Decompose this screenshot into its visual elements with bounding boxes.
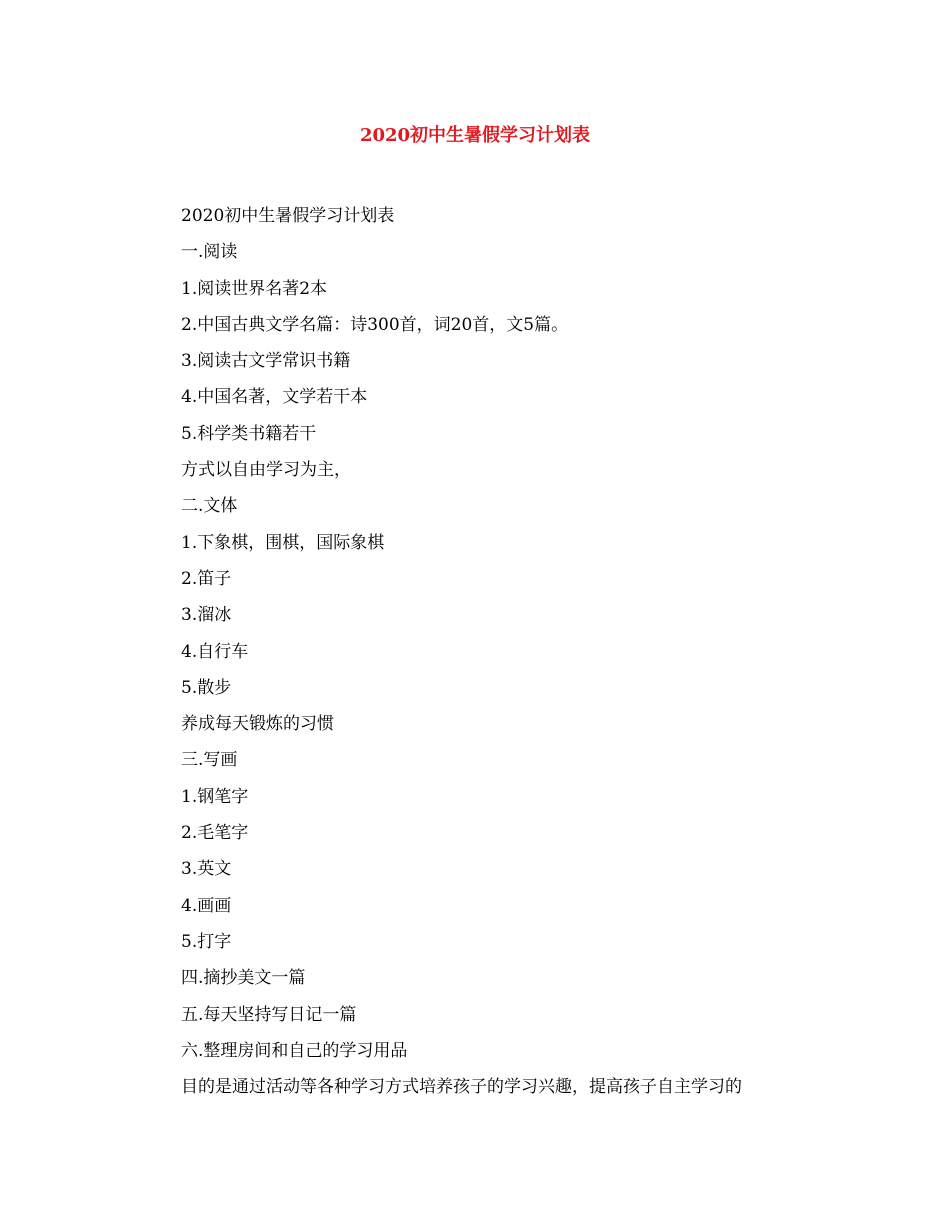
list-item: 5.科学类书籍若干 [181,423,317,444]
list-item: 2.中国古典文学名篇：诗300首，词20首，文5篇。 [181,314,569,335]
section-heading-sports: 二.文体 [181,496,238,517]
list-item: 4.中国名著，文学若干本 [181,387,368,408]
section-heading-reading: 一.阅读 [181,242,238,263]
section-heading-diary: 五.每天坚持写日记一篇 [181,1004,357,1025]
list-item: 5.散步 [181,677,232,698]
document-body [181,198,821,1105]
list-item: 1.钢笔字 [181,786,249,807]
body-line: 目的是通过活动等各种学习方式培养孩子的学习兴趣，提高孩子自主学习的 [181,1077,742,1098]
list-item: 1.阅读世界名著2本 [181,278,328,299]
section-heading-tidy: 六.整理房间和自己的学习用品 [181,1040,408,1061]
section-heading-excerpt: 四.摘抄美文一篇 [181,968,306,989]
body-line: 养成每天锻炼的习惯 [181,714,334,735]
list-item: 3.英文 [181,859,232,880]
list-item: 3.溜冰 [181,605,232,626]
list-item: 3.阅读古文学常识书籍 [181,351,351,372]
list-item: 1.下象棋，围棋，国际象棋 [181,532,385,553]
list-item: 4.自行车 [181,641,249,662]
body-line: 方式以自由学习为主， [181,460,351,481]
body-line: 2020初中生暑假学习计划表 [181,206,395,226]
page-title: 2020初中生暑假学习计划表 [359,125,591,146]
section-heading-writing: 三.写画 [181,750,238,771]
list-item: 2.毛笔字 [181,823,249,844]
list-item: 5.打字 [181,931,232,952]
list-item: 2.笛子 [181,568,232,589]
list-item: 4.画画 [181,895,232,916]
